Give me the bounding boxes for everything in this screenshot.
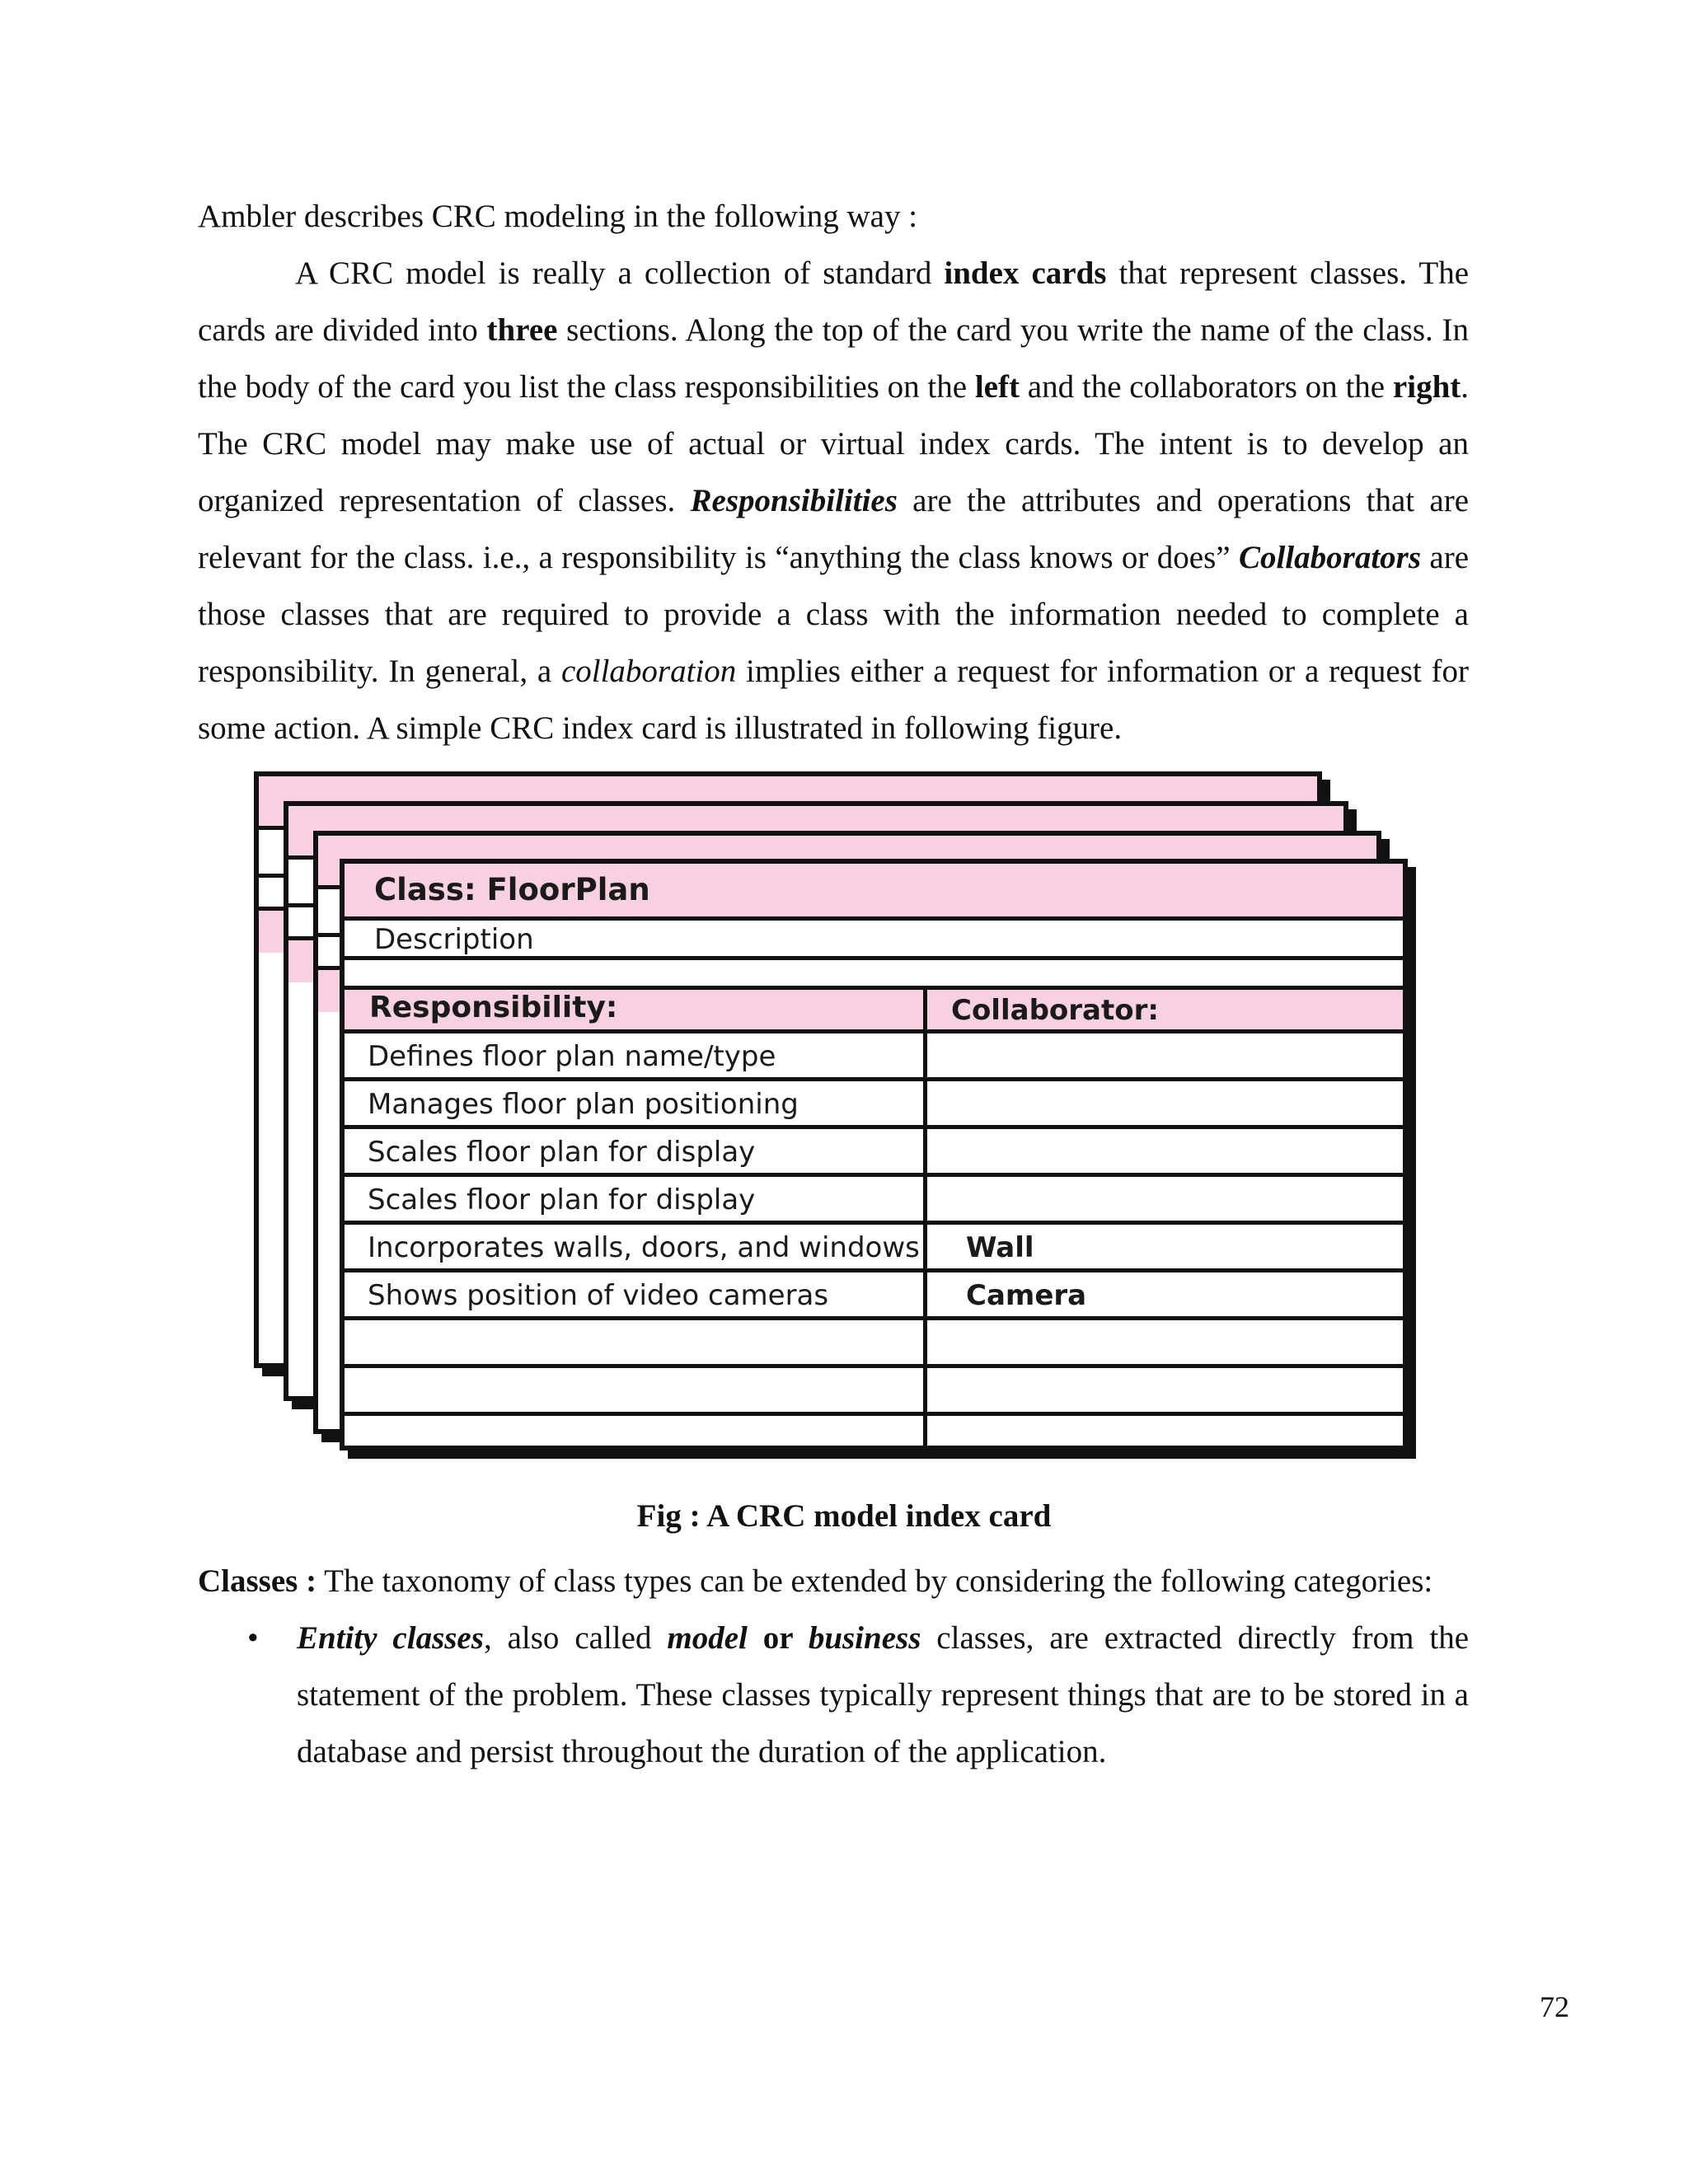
row-divider [345,1125,1403,1129]
bullet-line: statement of the problem. These classes typically represent things that are to be stored in a [297,1677,1469,1713]
bullet-symbol: • [247,1620,259,1656]
row-divider [345,1316,1403,1320]
row-divider [345,1077,1403,1081]
class-title: Class: FloorPlan [374,872,650,907]
paragraph-line: the body of the card you list the class responsibilities on the left and the collaborators on the right. [198,369,1469,405]
page-number: 72 [1540,1990,1569,2023]
paragraph-line: organized representation of classes. Responsibilities are the attributes and operations that are [198,483,1470,518]
classes-paragraph [198,1553,1469,1610]
entity-classes-bullet [297,1610,1469,1780]
row-divider [345,1412,1403,1416]
paragraph-line: some action. A simple CRC index card is illustrated in following figure. [198,710,1123,746]
collaborator-header: Collaborator: [951,994,1159,1027]
intro-text: Ambler describes CRC modeling in the following way : [198,199,918,234]
row-divider [345,1268,1403,1272]
classes-line: Classes : The taxonomy of class types can be extended by considering the following categories: [198,1563,1433,1599]
responsibility-cell: Manages floor plan positioning [368,1088,799,1121]
collaborator-cell: Camera [966,1279,1087,1312]
responsibility-cell: Defines floor plan name/type [368,1040,776,1073]
bullet-line: Entity classes, also called model or business classes, are extracted directly from the [297,1620,1470,1656]
responsibility-header: Responsibility: [369,991,618,1024]
responsibility-cell: Scales floor plan for display [368,1183,756,1216]
paragraph-line: relevant for the class. i.e., a responsibility is “anything the class knows or does” Collaborators are [198,540,1469,575]
crc-card-figure [247,771,1426,1462]
responsibility-cell: Incorporates walls, doors, and windows [368,1231,920,1264]
collaborator-cell: Wall [966,1231,1034,1264]
responsibility-cell: Scales floor plan for display [368,1136,756,1169]
front-index-card [340,859,1408,1451]
paragraph-line: The CRC model may make use of actual or virtual index cards. The intent is to develop an [198,426,1469,462]
intro-line [198,188,1469,245]
figure-caption: Fig : A CRC model index card [636,1498,1052,1534]
paragraph-line: cards are divided into three sections. Along the top of the card you write the name of the class. In [198,312,1469,348]
paragraph-line: A CRC model is really a collection of standard index cards that represent classes. The [295,255,1470,291]
crc-paragraph [198,245,1469,757]
responsibility-cell: Shows position of video cameras [368,1279,829,1312]
row-divider [345,1221,1403,1225]
row-divider [345,1364,1403,1368]
column-divider [923,990,927,1446]
bullet-line: database and persist throughout the duration of the application. [297,1734,1107,1769]
description-label: Description [374,923,534,956]
paragraph-line: responsibility. In general, a collaboration implies either a request for information or a request for [198,654,1470,689]
row-divider [345,1173,1403,1177]
paragraph-line: those classes that are required to provide a class with the information needed to complete a [198,597,1469,632]
